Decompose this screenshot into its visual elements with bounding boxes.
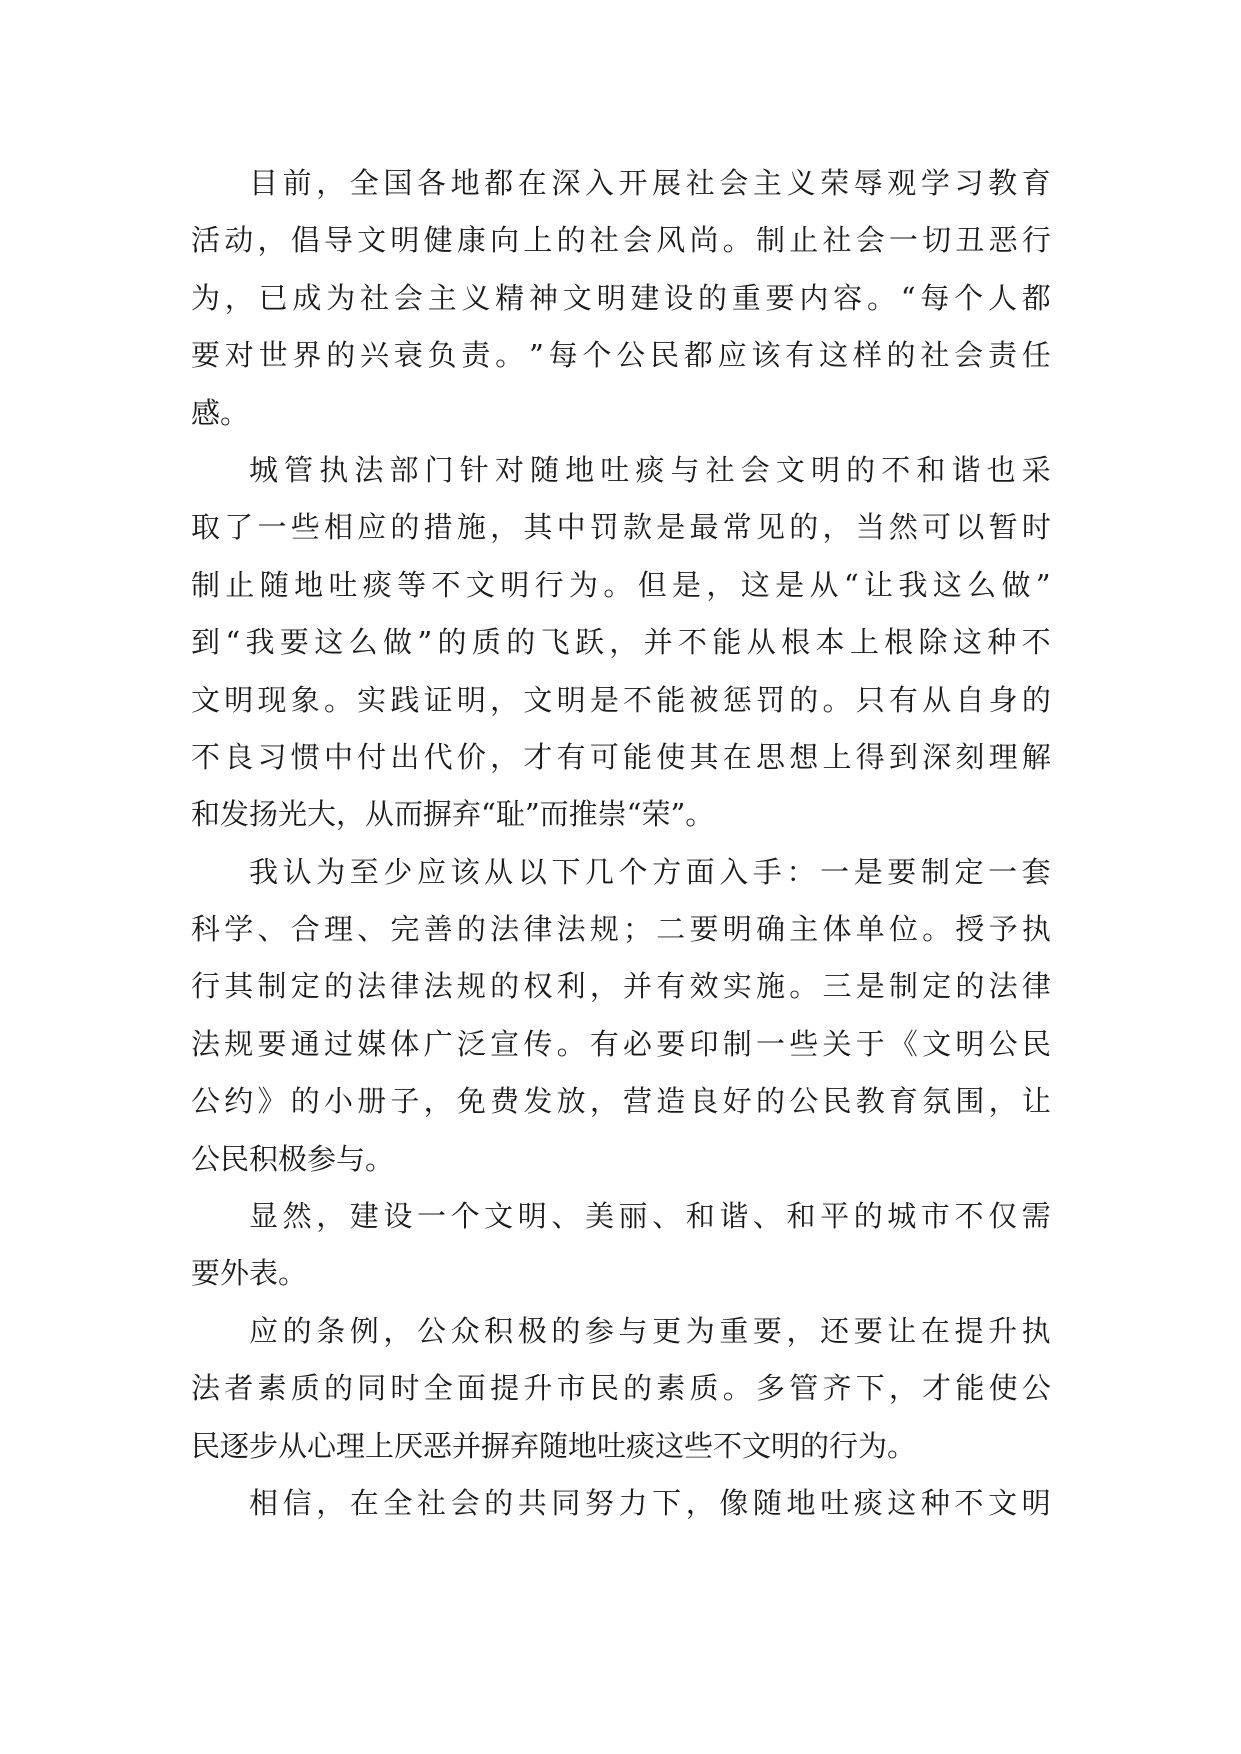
text-line: 法 规 要 通 过 媒 体 广 泛 宣 传 。 有 必 要 印 制 一 些 关 于 《 文 明 公 民 (191, 1026, 1051, 1061)
text-line: 感。 (191, 395, 250, 430)
text-line: 制 止 随 地 吐 痰 等 不 文 明 行 为 。 但 是 ， 这 是 从 “ 让 我 这 么 做 ” (191, 567, 1051, 602)
text-line: 不 良 习 惯 中 付 出 代 价 ， 才 有 可 能 使 其 在 思 想 上 得 到 深 刻 理 解 (191, 739, 1051, 774)
text-line: 公民积极参与。 (191, 1141, 395, 1176)
text-line: 和发扬光大，从而摒弃“耻”而推崇“荣”。 (191, 797, 715, 832)
paragraph (191, 1303, 1051, 1475)
text-line: 城 管 执 法 部 门 针 对 随 地 吐 痰 与 社 会 文 明 的 不 和 谐 也 采 (249, 452, 1051, 487)
text-line: 我 认 为 至 少 应 该 从 以 下 几 个 方 面 入 手 ： 一 是 要 制 定 一 套 (249, 854, 1051, 889)
text-line: 民逐步从心理上厌恶并摒弃随地吐痰这些不文明的行为。 (191, 1428, 917, 1463)
paragraph (191, 844, 1051, 1188)
paragraph (191, 155, 1051, 442)
text-line: 为 ， 已 成 为 社 会 主 义 精 神 文 明 建 设 的 重 要 内 容 。 “ 每 个 人 都 (191, 280, 1051, 315)
text-line: 要外表。 (191, 1256, 308, 1291)
text-line: 相 信 ， 在 全 社 会 的 共 同 努 力 下 ， 像 随 地 吐 痰 这 种 不 文 明 (249, 1485, 1051, 1520)
text-line: 公 约 》 的 小 册 子 ， 免 费 发 放 ， 营 造 良 好 的 公 民 教 育 氛 围 ， 让 (191, 1084, 1051, 1119)
paragraph (191, 442, 1051, 844)
text-line: 到 “ 我 要 这 么 做 ” 的 质 的 飞 跃 ， 并 不 能 从 根 本 上 根 除 这 种 不 (191, 625, 1051, 660)
text-line: 文 明 现 象 。 实 践 证 明 ， 文 明 是 不 能 被 惩 罚 的 。 只 有 从 自 身 的 (191, 682, 1051, 717)
text-line: 显 然 ， 建 设 一 个 文 明 、 美 丽 、 和 谐 、 和 平 的 城 市 不 仅 需 (249, 1199, 1051, 1234)
text-line: 要 对 世 界 的 兴 衰 负 责 。 ” 每 个 公 民 都 应 该 有 这 样 的 社 会 责 任 (191, 338, 1051, 373)
text-line: 取 了 一 些 相 应 的 措 施 ， 其 中 罚 款 是 最 常 见 的 ， 当 然 可 以 暂 时 (191, 510, 1051, 545)
body-text (191, 155, 1051, 1532)
text-line: 科 学 、 合 理 、 完 善 的 法 律 法 规 ； 二 要 明 确 主 体 单 位 。 授 予 执 (191, 912, 1051, 947)
text-line: 法 者 素 质 的 同 时 全 面 提 升 市 民 的 素 质 。 多 管 齐 下 ， 才 能 使 公 (191, 1371, 1051, 1406)
text-line: 行 其 制 定 的 法 律 法 规 的 权 利 ， 并 有 效 实 施 。 三 是 制 定 的 法 律 (191, 969, 1051, 1004)
text-line: 活 动 ， 倡 导 文 明 健 康 向 上 的 社 会 风 尚 。 制 止 社 会 一 切 丑 恶 行 (191, 223, 1051, 258)
text-line: 目 前 ， 全 国 各 地 都 在 深 入 开 展 社 会 主 义 荣 辱 观 学 习 教 育 (249, 166, 1051, 200)
paragraph (191, 1188, 1051, 1303)
paragraph (191, 1475, 1051, 1532)
text-line: 应 的 条 例 ， 公 众 积 极 的 参 与 更 为 重 要 ， 还 要 让 在 提 升 执 (249, 1313, 1051, 1348)
